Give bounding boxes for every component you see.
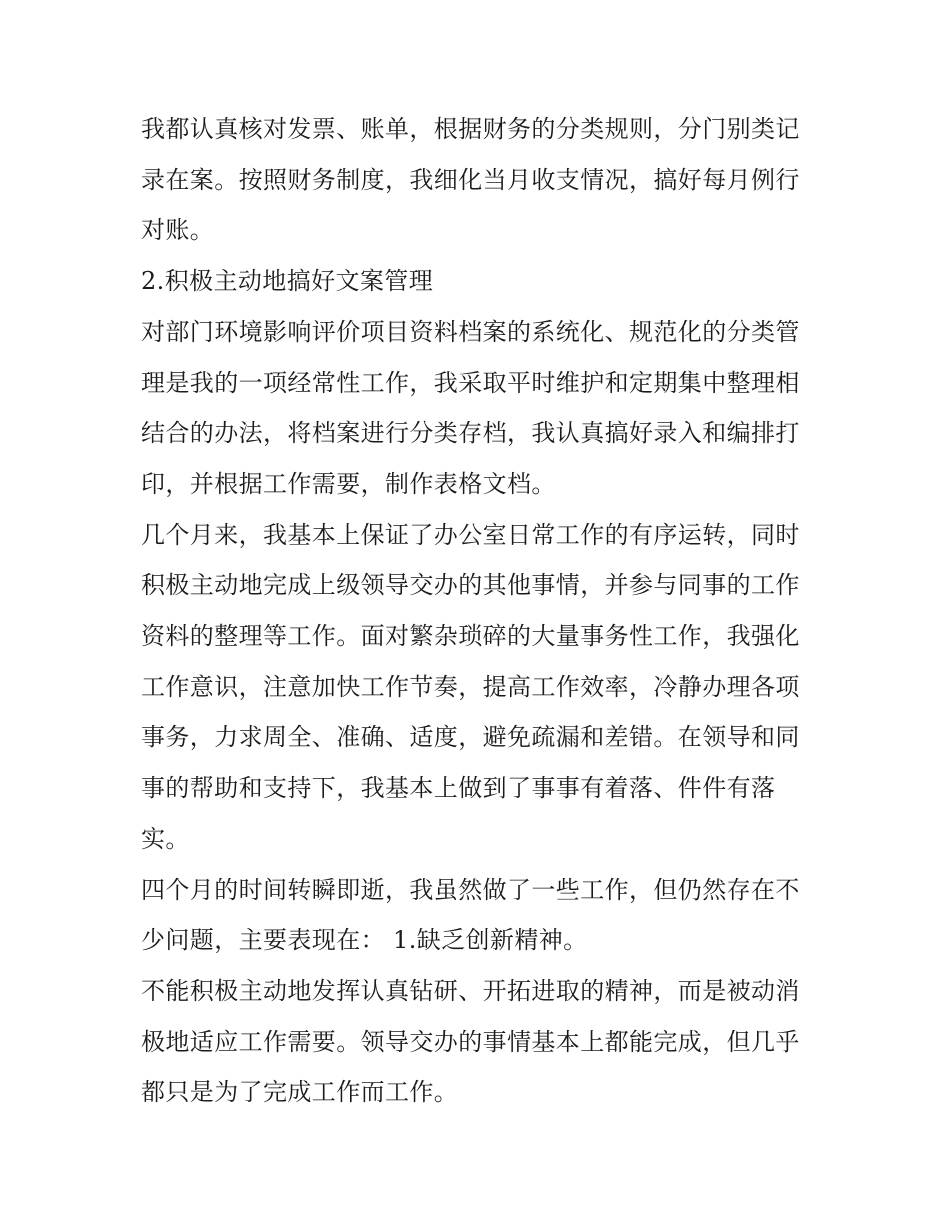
paragraph-finance-records [141, 104, 813, 256]
text-line: 录在案。按照财务制度，我细化当月收支情况，搞好每月例行 [141, 165, 800, 194]
text-line: 印，并根据工作需要，制作表格文档。 [141, 469, 556, 498]
text-line: 积极主动地完成上级领导交办的其他事情，并参与同事的工作 [141, 571, 800, 600]
text-line: 几个月来，我基本上保证了办公室日常工作的有序运转，同时 [141, 520, 800, 549]
paragraph-archive-management [141, 307, 813, 510]
paragraph-existing-problems [141, 865, 813, 966]
text-line: 理是我的一项经常性工作，我采取平时维护和定期集中整理相 [141, 368, 800, 397]
text-line: 事的帮助和支持下，我基本上做到了事事有着落、件件有落 [141, 774, 776, 803]
document-body [141, 104, 813, 1118]
text-line: 资料的整理等工作。面对繁杂琐碎的大量事务性工作，我强化 [141, 622, 800, 651]
paragraph-lack-of-initiative [141, 966, 813, 1118]
text-line: 都只是为了完成工作而工作。 [141, 1078, 459, 1107]
text-line: 对部门环境影响评价项目资料档案的系统化、规范化的分类管 [141, 317, 800, 346]
text-line: 四个月的时间转瞬即逝，我虽然做了一些工作，但仍然存在不 [141, 875, 800, 904]
paragraph-office-work-summary [141, 510, 813, 865]
text-line: 少问题，主要表现在： 1.缺乏创新精神。 [141, 926, 588, 955]
text-line: 对账。 [141, 216, 215, 245]
section-heading-document-management [141, 256, 813, 307]
text-line: 极地适应工作需要。领导交办的事情基本上都能完成，但几乎 [141, 1027, 800, 1056]
text-line: 实。 [141, 824, 190, 853]
text-line: 事务，力求周全、准确、适度，避免疏漏和差错。在领导和同 [141, 723, 800, 752]
text-line: 2.积极主动地搞好文案管理 [141, 267, 434, 296]
text-line: 结合的办法，将档案进行分类存档，我认真搞好录入和编排打 [141, 419, 800, 448]
text-line: 不能积极主动地发挥认真钻研、开拓进取的精神，而是被动消 [141, 976, 800, 1005]
text-line: 工作意识，注意加快工作节奏，提高工作效率，冷静办理各项 [141, 672, 800, 701]
text-line: 我都认真核对发票、账单，根据财务的分类规则，分门别类记 [141, 115, 800, 143]
